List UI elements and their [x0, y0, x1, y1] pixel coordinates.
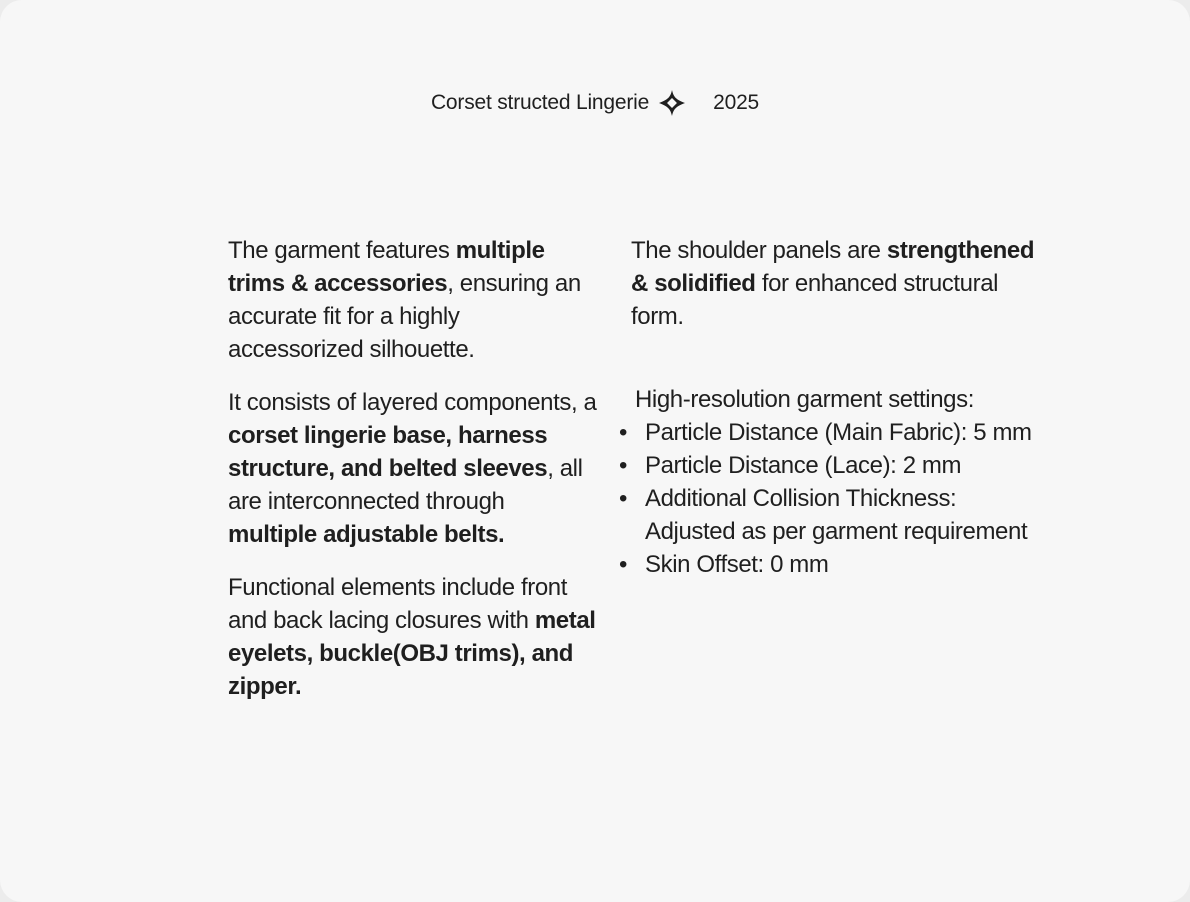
text-run: The garment features — [228, 237, 456, 264]
text-run: , all are interconnected through — [228, 455, 583, 515]
bold-run: corset lingerie base, harness structure, and belted sleeves — [228, 422, 548, 482]
bold-run: strengthened & solidified — [631, 237, 1035, 297]
text-run: It consists of layered components, a — [228, 389, 597, 416]
settings-title: High-resolution garment settings: — [635, 386, 974, 413]
right-column — [631, 234, 1051, 581]
bold-run: multiple adjustable belts. — [228, 521, 505, 548]
bold-run: multiple trims & accessories — [228, 237, 545, 297]
components-paragraph — [228, 386, 598, 551]
collection-title: Corset structed Lingerie — [430, 91, 650, 114]
settings-item: • Additional Collision Thickness: Adjusted as per garment requirement — [631, 482, 1051, 548]
shoulder-paragraph — [631, 234, 1051, 333]
text-run: for enhanced structural form. — [631, 270, 999, 330]
settings-item: • Particle Distance (Main Fabric): 5 mm — [631, 416, 1051, 449]
text-run: The shoulder panels are — [631, 237, 887, 264]
settings-item: • Skin Offset: 0 mm — [631, 548, 1051, 581]
left-column — [228, 234, 598, 723]
settings-list — [631, 416, 1051, 581]
functional-paragraph — [228, 571, 598, 703]
bold-run: metal eyelets, buckle(OBJ trims), and zipper. — [228, 607, 596, 700]
settings-item: • Particle Distance (Lace): 2 mm — [631, 449, 1051, 482]
text-run: , ensuring an accurate fit for a highly accessorized silhouette. — [228, 270, 581, 363]
page-header — [0, 88, 1190, 118]
collection-year: 2025 — [713, 91, 760, 114]
four-point-star-icon — [657, 88, 687, 118]
trims-paragraph — [228, 234, 598, 366]
text-run: Functional elements include front and back lacing closures with — [228, 574, 567, 634]
